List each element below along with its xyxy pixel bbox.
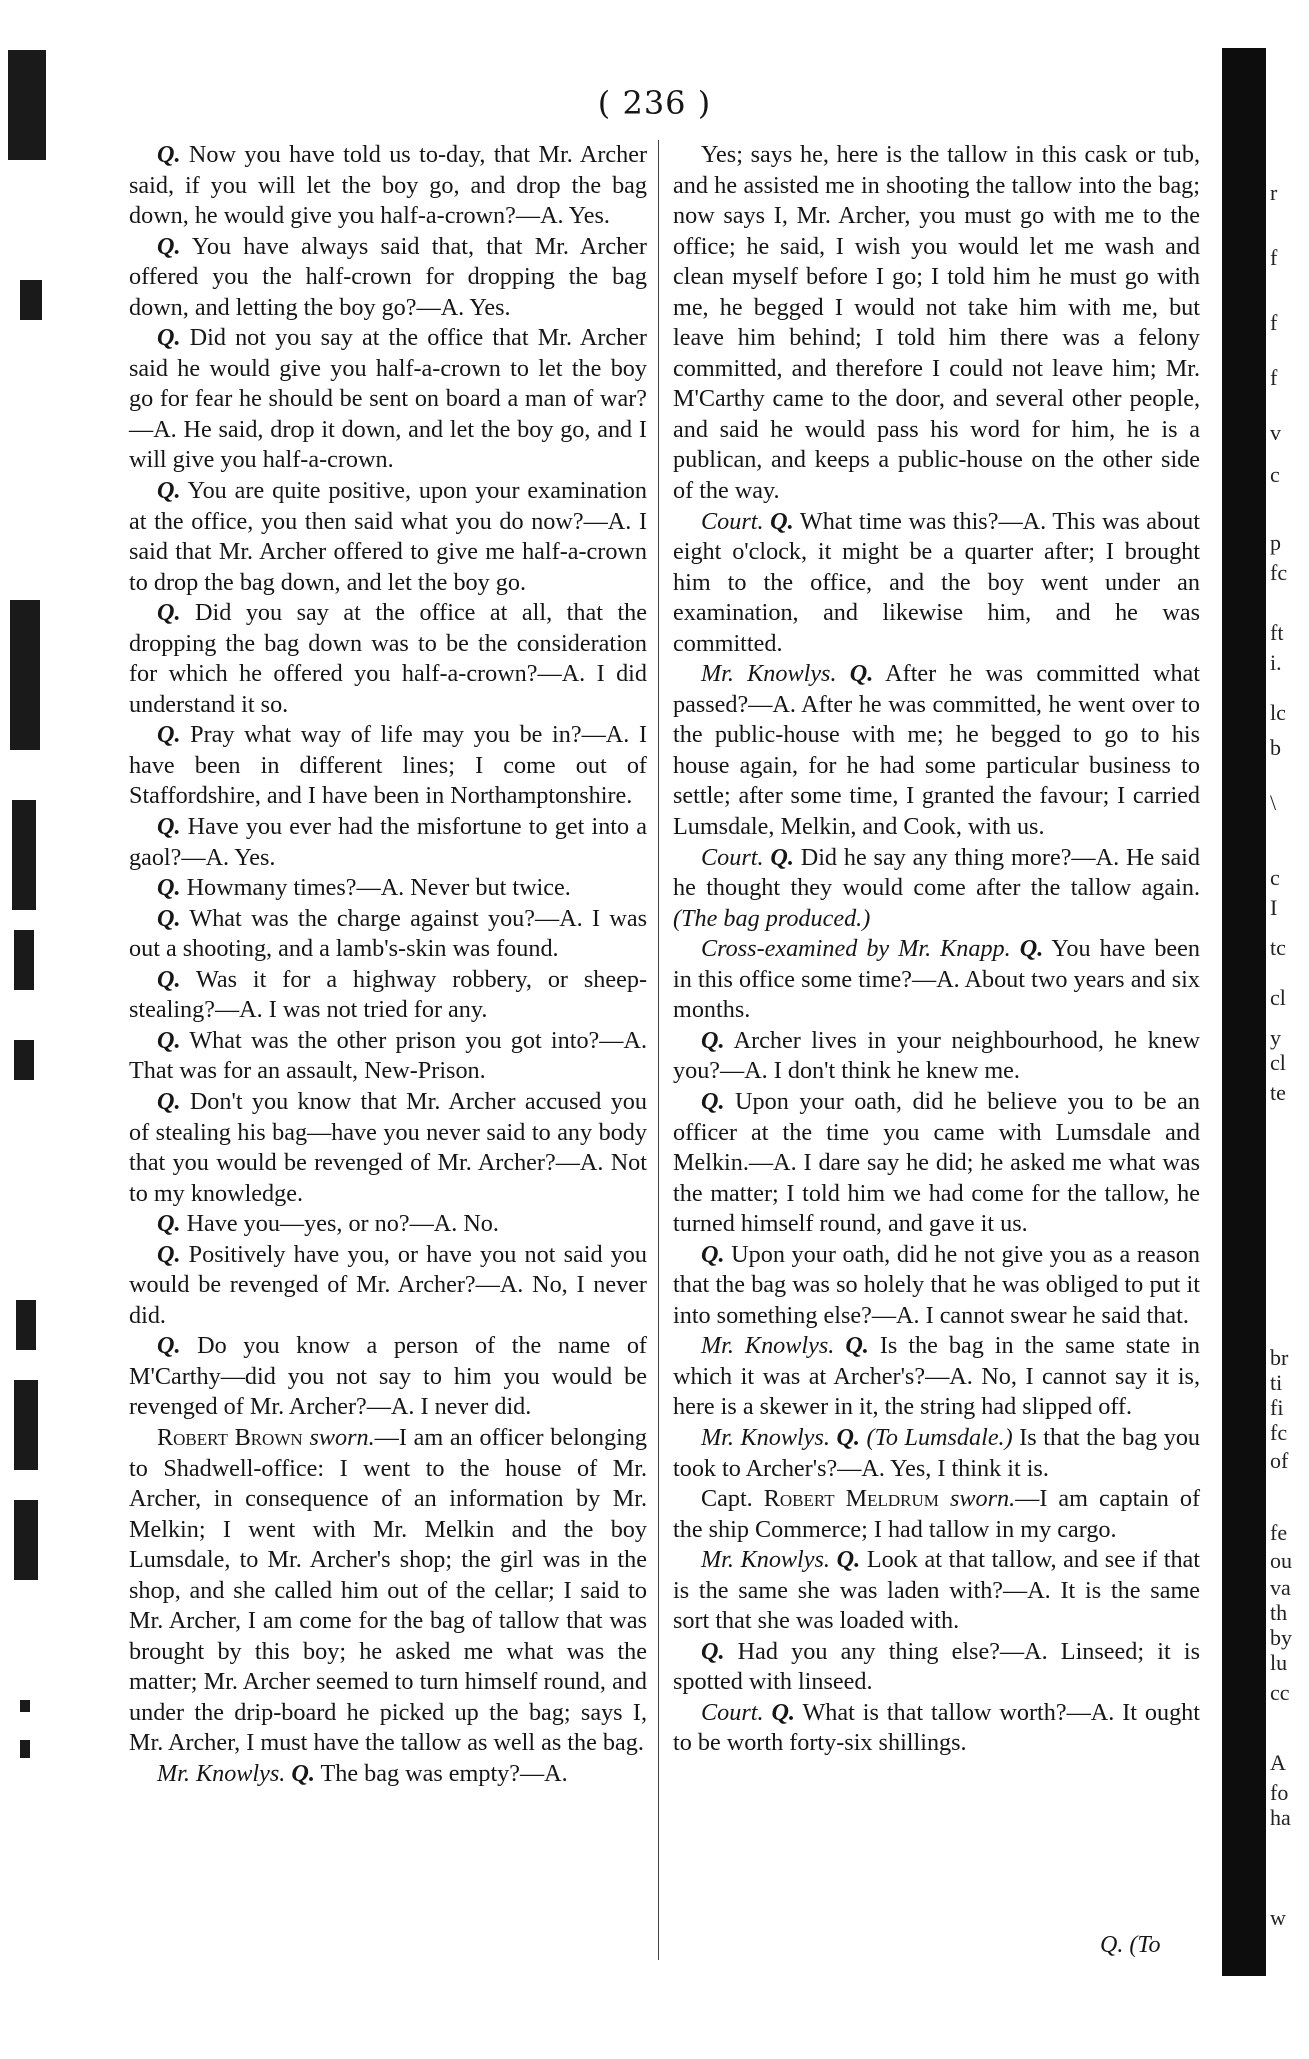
edge-fragment: cl bbox=[1270, 1050, 1286, 1075]
edge-fragment: i. bbox=[1270, 650, 1282, 675]
edge-fragment: v bbox=[1270, 420, 1281, 445]
question-mark: Q. bbox=[770, 843, 794, 871]
question-mark: Q. bbox=[157, 813, 181, 841]
edge-fragment: fc bbox=[1270, 1420, 1288, 1445]
edge-fragment: va bbox=[1270, 1575, 1291, 1600]
paragraph-text: Did he say any thing more?—A. He said he thought they would come after the tallow again. bbox=[673, 843, 1200, 902]
paragraph bbox=[673, 1637, 1200, 1698]
question-mark: Q. bbox=[157, 721, 181, 749]
edge-fragment: ft bbox=[1270, 620, 1284, 645]
speaker-label: Mr. Knowlys. bbox=[157, 1759, 286, 1787]
question-mark: Q. bbox=[157, 904, 181, 932]
paragraph bbox=[673, 1026, 1200, 1087]
paragraph bbox=[673, 1545, 1200, 1637]
edge-fragment: p bbox=[1270, 530, 1281, 555]
witness-name: Robert Brown bbox=[157, 1423, 303, 1451]
edge-fragment: cl bbox=[1270, 985, 1286, 1010]
question-mark: Q. bbox=[157, 599, 181, 627]
paragraph bbox=[129, 873, 647, 904]
paragraph-text: Was it for a highway robbery, or sheep-stealing?—A. I was not tried for any. bbox=[129, 965, 647, 1024]
edge-fragment: by bbox=[1270, 1625, 1292, 1650]
question-mark: Q. bbox=[157, 141, 181, 168]
paragraph-text: Did you say at the office at all, that the dropping the bag down was to be the consideration for which he offered you half-a-crown?—A. I did understand it so. bbox=[129, 599, 647, 718]
edge-fragment: fe bbox=[1270, 1520, 1288, 1545]
question-mark: Q. bbox=[701, 1637, 725, 1665]
paragraph bbox=[129, 232, 647, 324]
scan-margin-right bbox=[1222, 48, 1266, 1976]
paragraph bbox=[673, 507, 1200, 660]
stage-note: (The bag produced.) bbox=[673, 904, 871, 932]
edge-fragment: ha bbox=[1270, 1805, 1291, 1830]
paragraph-text: Don't you know that Mr. Archer accused you of stealing his bag—have you never said to any body that you would be revenged of Mr. Archer?—A. Not to my knowledge. bbox=[129, 1087, 647, 1207]
edge-fragment: r bbox=[1270, 180, 1278, 205]
page-number: ( 236 ) bbox=[597, 84, 712, 122]
speaker-label: Court. bbox=[701, 1698, 764, 1726]
edge-fragment: tc bbox=[1270, 935, 1286, 960]
paragraph bbox=[673, 1240, 1200, 1332]
question-mark: Q. bbox=[845, 1332, 869, 1360]
question-mark: Q. bbox=[157, 1087, 181, 1115]
question-mark: Q. bbox=[1019, 935, 1044, 963]
edge-fragment: f bbox=[1270, 310, 1278, 335]
paragraph-text: You have been in this office some time?—A. About two years and six months. bbox=[673, 935, 1200, 1024]
paragraph bbox=[673, 1423, 1200, 1484]
paragraph bbox=[673, 1484, 1200, 1545]
edge-fragment: te bbox=[1270, 1080, 1286, 1105]
paragraph bbox=[129, 323, 647, 476]
paragraph-text: Have you ever had the misfortune to get into a gaol?—A. Yes. bbox=[129, 813, 647, 871]
paragraph bbox=[129, 1759, 647, 1790]
paragraph bbox=[129, 812, 647, 873]
paragraph-text: —I am an officer belonging to Shadwell-office: I went to the house of Mr. Archer, in consequence of an information by Mr. Melkin; I went with Mr. Melkin and the boy Lumsdale, to Mr. Archer's shop; the girl was in the shop, and she called him out of the cellar; I said to Mr. Archer, I am come for the bag of tallow that was brought by this boy; he asked me what was the matter; Mr. Archer seemed to turn himself round, and under the drip-board he picked up the bag; says I, Mr. Archer, I must have the tallow as well as the bag. bbox=[129, 1423, 648, 1757]
paragraph-text: Do you know a person of the name of M'Carthy—did you not say to him you would be revenged of Mr. Archer?—A. I never did. bbox=[129, 1332, 647, 1421]
paragraph-text: Archer lives in your neighbourhood, he knew you?—A. I don't think he knew me. bbox=[673, 1026, 1200, 1085]
witness-prefix: Capt. bbox=[701, 1485, 764, 1513]
paragraph bbox=[129, 1026, 647, 1087]
speaker-label: Cross-examined by Mr. Knapp. bbox=[701, 935, 1011, 963]
question-mark: Q. bbox=[157, 874, 181, 902]
paragraph bbox=[129, 904, 647, 965]
edge-fragment: fi bbox=[1270, 1395, 1284, 1420]
edge-fragment: fo bbox=[1270, 1780, 1289, 1805]
edge-fragment: c bbox=[1270, 865, 1280, 890]
edge-fragment: ou bbox=[1270, 1548, 1292, 1573]
stage-note: (To Lumsdale.) bbox=[859, 1423, 1013, 1451]
paragraph bbox=[129, 140, 647, 232]
question-mark: Q. bbox=[157, 1332, 181, 1360]
edge-fragment: th bbox=[1270, 1600, 1288, 1625]
paragraph-text: The bag was empty?—A. bbox=[314, 1759, 568, 1787]
catchword: Q. (To bbox=[1100, 1932, 1161, 1958]
question-mark: Q. bbox=[157, 1026, 181, 1054]
paragraph-text: Positively have you, or have you not said you would be revenged of Mr. Archer?—A. No, I never did. bbox=[129, 1240, 647, 1329]
paragraph-text: After he was committed what passed?—A. After he was committed, he went over to the public-house with me; he begged to go to his house again, for he had some particular business to settle; after some time, I granted the favour; I carried Lumsdale, Melkin, and Cook, with us. bbox=[673, 660, 1201, 841]
paragraph-text: What time was this?—A. This was about eight o'clock, it might be a quarter after; I brought him to the office, and the boy went under an examination, and likewise him, and he was committed. bbox=[673, 507, 1200, 657]
paragraph bbox=[129, 1087, 647, 1209]
speaker-label: Mr. Knowlys. bbox=[701, 1423, 830, 1451]
edge-fragment: c bbox=[1270, 462, 1280, 487]
question-mark: Q. bbox=[157, 1240, 181, 1268]
edge-fragment: f bbox=[1270, 245, 1278, 270]
paragraph-text: Is that the bag you took to Archer's?—A. Yes, I think it is. bbox=[673, 1423, 1201, 1482]
witness-name: Robert Meldrum bbox=[763, 1485, 939, 1513]
column-divider bbox=[658, 140, 659, 1960]
paragraph bbox=[673, 1087, 1200, 1240]
question-mark: Q. bbox=[157, 324, 181, 352]
question-mark: Q. bbox=[849, 660, 874, 688]
paragraph-text: What was the charge against you?—A. I was out a shooting, and a lamb's-skin was found. bbox=[129, 904, 647, 963]
question-mark: Q. bbox=[836, 1546, 861, 1574]
paragraph bbox=[129, 1209, 647, 1240]
paragraph bbox=[129, 720, 647, 812]
paragraph-text: Upon your oath, did he not give you as a reason that the bag was so holely that he was obliged to put it into something else?—A. I cannot swear he said that. bbox=[673, 1240, 1200, 1329]
edge-fragment: ti bbox=[1270, 1370, 1283, 1395]
paragraph bbox=[673, 140, 1200, 507]
edge-fragment: cc bbox=[1270, 1680, 1290, 1705]
question-mark: Q. bbox=[157, 477, 181, 505]
edge-fragment: lc bbox=[1270, 700, 1286, 725]
paragraph-text: You are quite positive, upon your examination at the office, you then said what you do now?—A. I said that Mr. Archer offered to give me half-a-crown to drop the bag down, and let the boy go. bbox=[129, 477, 647, 596]
edge-fragment: b bbox=[1270, 735, 1281, 760]
speaker-label: Mr. Knowlys. bbox=[701, 660, 837, 688]
paragraph bbox=[673, 659, 1200, 842]
paragraph-text: Pray what way of life may you be in?—A. I have been in different lines; I come out of Staffordshire, and I have been in Northamptonshire. bbox=[129, 721, 647, 810]
paragraph bbox=[129, 1331, 647, 1423]
question-mark: Q. bbox=[701, 1240, 725, 1268]
paragraph bbox=[673, 934, 1200, 1026]
paragraph bbox=[129, 598, 647, 720]
paragraph bbox=[673, 843, 1200, 935]
right-column bbox=[673, 140, 1200, 1759]
question-mark: Q. bbox=[157, 1210, 181, 1238]
paragraph bbox=[673, 1698, 1200, 1759]
left-column bbox=[129, 140, 647, 1790]
paragraph-text: Now you have told us to-day, that Mr. Archer said, if you will let the boy go, and drop the bag down, he would give you half-a-crown?—A. Yes. bbox=[129, 141, 647, 230]
paragraph-text: What is that tallow worth?—A. It ought to be worth forty-six shillings. bbox=[673, 1698, 1201, 1757]
question-mark: Q. bbox=[157, 965, 181, 993]
paragraph bbox=[129, 1240, 647, 1332]
question-mark: Q. bbox=[771, 1698, 795, 1726]
paragraph-text: What was the other prison you got into?—A. That was for an assault, New-Prison. bbox=[129, 1026, 647, 1085]
facing-page-edge bbox=[1270, 0, 1309, 2059]
edge-fragment: f bbox=[1270, 365, 1278, 390]
paragraph bbox=[129, 476, 647, 598]
edge-fragment: br bbox=[1270, 1345, 1289, 1370]
edge-fragment: I bbox=[1270, 895, 1278, 920]
paragraph-text: —I am captain of the ship Commerce; I had tallow in my cargo. bbox=[673, 1485, 1201, 1543]
question-mark: Q. bbox=[157, 232, 181, 260]
edge-fragment: of bbox=[1270, 1448, 1289, 1473]
question-mark: Q. bbox=[701, 1087, 725, 1115]
scan-margin-left bbox=[0, 40, 60, 2000]
speaker-label: Court. bbox=[701, 507, 764, 535]
paragraph-text: Had you any thing else?—A. Linseed; it is spotted with linseed. bbox=[673, 1637, 1200, 1696]
paragraph-text: Yes; says he, here is the tallow in this cask or tub, and he assisted me in shooting the tallow into the bag; now says I, Mr. Archer, you must go with me to the office; he said, I wish you would let me wash and clean myself before I go; I told him he must go with me, he begged I would not take him with me, but leave him behind; I told him there was a felony committed, and therefore I could not leave him; Mr. M'Carthy came to the door, and several other people, and said he would pass his word for him, he is a publican, and keeps a public-house on the other side of the way. bbox=[673, 141, 1200, 505]
edge-fragment: y bbox=[1270, 1025, 1281, 1050]
speaker-label: Mr. Knowlys. bbox=[701, 1546, 830, 1574]
paragraph-text: Look at that tallow, and see if that is the same she was laden with?—A. It is the same sort that she was loaded with. bbox=[673, 1546, 1201, 1635]
paragraph-text: You have always said that, that Mr. Archer offered you the half-crown for dropping the bag down, and letting the boy go?—A. Yes. bbox=[129, 232, 647, 321]
paragraph bbox=[129, 965, 647, 1026]
speaker-label: Mr. Knowlys. bbox=[701, 1332, 835, 1360]
paragraph-text: Is the bag in the same state in which it was at Archer's?—A. No, I cannot say it is, here is a skewer in it, the string had slipped off. bbox=[673, 1332, 1201, 1421]
edge-fragment: \ bbox=[1270, 790, 1277, 815]
sworn-label: sworn. bbox=[949, 1485, 1016, 1513]
paragraph bbox=[129, 1423, 647, 1759]
edge-fragment: w bbox=[1270, 1905, 1286, 1930]
edge-fragment: fc bbox=[1270, 560, 1288, 585]
paragraph-text: Howmany times?—A. Never but twice. bbox=[180, 874, 571, 902]
question-mark: Q. bbox=[770, 507, 794, 535]
edge-fragment: A bbox=[1270, 1750, 1286, 1775]
edge-fragment: lu bbox=[1270, 1650, 1288, 1675]
paragraph-text: Have you—yes, or no?—A. No. bbox=[180, 1210, 499, 1238]
question-mark: Q. bbox=[836, 1423, 860, 1451]
paragraph-text: Did not you say at the office that Mr. Archer said he would give you half-a-crown to let the boy go for fear he should be sent on board a man of war?—A. He said, drop it down, and let the boy go, and I will give you half-a-crown. bbox=[129, 324, 647, 474]
speaker-label: Court. bbox=[701, 843, 764, 871]
sworn-label: sworn. bbox=[309, 1423, 375, 1451]
question-mark: Q. bbox=[291, 1759, 315, 1787]
paragraph bbox=[673, 1331, 1200, 1423]
paragraph-text: Upon your oath, did he believe you to be an officer at the time you came with Lumsdale and Melkin.—A. I dare say he did; he asked me what was the matter; I told him we had come for the tallow, he turned himself round, and gave it us. bbox=[673, 1087, 1200, 1238]
question-mark: Q. bbox=[701, 1026, 725, 1054]
